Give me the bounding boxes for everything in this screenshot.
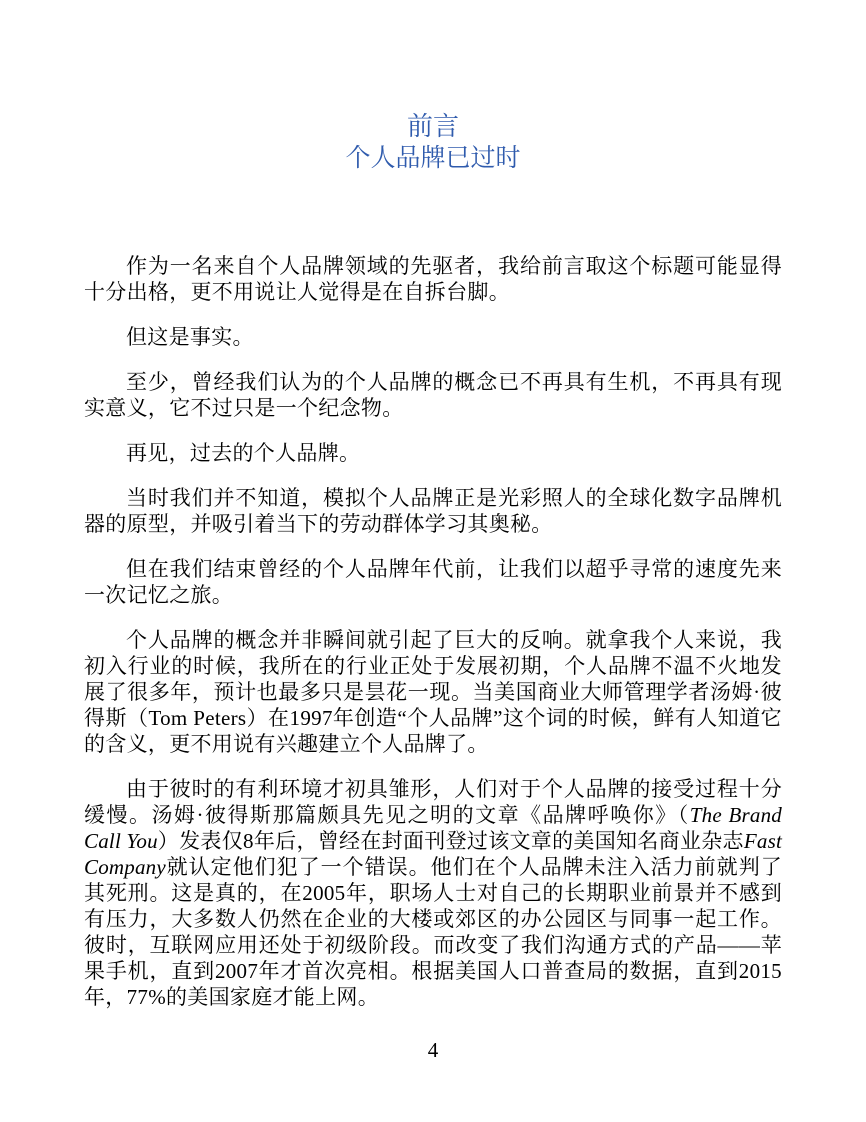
text-run: 但这是事实。: [126, 325, 254, 349]
text-run: 再见，过去的个人品牌。: [126, 441, 361, 465]
heading-block: [0, 0, 866, 174]
text-run: ）发表仅8年后，曾经在封面刊登过该文章的美国知名商业杂志: [157, 829, 744, 853]
paragraph: [84, 324, 782, 350]
paragraph: [84, 776, 782, 1010]
italic-text-run: Fast Company: [84, 829, 783, 879]
text-run: 作为一名来自个人品牌领域的先驱者，我给前言取这个标题可能显得十分出格，更不用说让人觉得是在自拆台脚。: [84, 254, 782, 304]
page-footer: [0, 1037, 866, 1063]
chapter-subtitle: 个人品牌已过时: [345, 145, 521, 172]
paragraph: [84, 485, 782, 537]
paragraph: [84, 369, 782, 421]
italic-text-run: The Brand Call You: [84, 803, 782, 853]
text-run: 但在我们结束曾经的个人品牌年代前，让我们以超乎寻常的速度先来一次记忆之旅。: [84, 557, 782, 607]
text-run: 就认定他们犯了一个错误。他们在个人品牌未注入活力前就判了其死刑。这是真的，在2005年，职场人士对自己的长期职业前景并不感到有压力，大多数人仍然在企业的大楼或郊区的办公园区与同事一起工作。彼时，互联网应用还处于初级阶段。而改变了我们沟通方式的产品——苹果手机，直到2007年才首次亮相。根据美国人口普查局的数据，直到2015年，77%的美国家庭才能上网。: [84, 855, 782, 1009]
page-number: 4: [427, 1038, 439, 1062]
paragraph: [84, 556, 782, 608]
text-run: 至少，曾经我们认为的个人品牌的概念已不再具有生机，不再具有现实意义，它不过只是一个纪念物。: [84, 370, 782, 420]
paragraph: [84, 627, 782, 757]
chapter-title: 前言: [406, 112, 459, 141]
paragraph: [84, 253, 782, 305]
body-text: [84, 253, 782, 1010]
paragraph: [84, 440, 782, 466]
text-run: 个人品牌的概念并非瞬间就引起了巨大的反响。就拿我个人来说，我初入行业的时候，我所在的行业正处于发展初期，个人品牌不温不火地发展了很多年，预计也最多只是昙花一现。当美国商业大师管理学者汤姆·彼得斯（Tom Peters）在1997年创造“个人品牌”这个词的时候，鲜有人知道它的含义，更不用说有兴趣建立个人品牌了。: [84, 628, 782, 756]
text-run: 由于彼时的有利环境才初具雏形，人们对于个人品牌的接受过程十分缓慢。汤姆·彼得斯那篇颇具先见之明的文章《品牌呼唤你》（: [84, 777, 782, 827]
text-run: 当时我们并不知道，模拟个人品牌正是光彩照人的全球化数字品牌机器的原型，并吸引着当下的劳动群体学习其奥秘。: [84, 486, 782, 536]
